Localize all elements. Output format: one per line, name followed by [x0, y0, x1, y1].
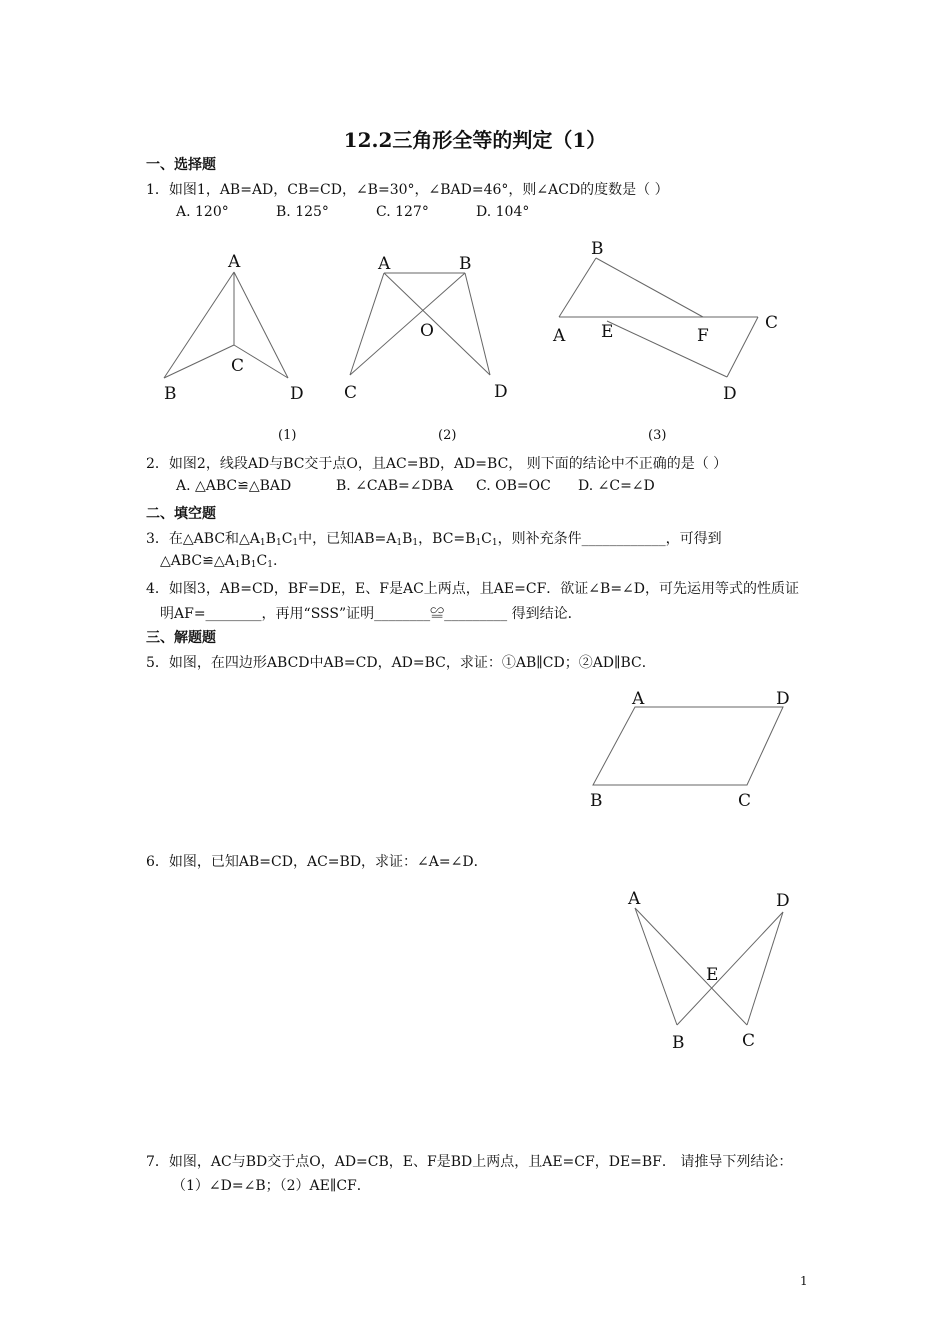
question-4-line-2: 明AF=________，再用“SSS”证明________≌_________ 得到结论． [160, 606, 582, 622]
q2-option-b: B. ∠CAB=∠DBA [336, 478, 454, 494]
q3-subscript: 1 [396, 538, 403, 548]
q3-text-part: C [281, 531, 293, 547]
question-2-options [176, 478, 655, 494]
q3-subscript: 1 [259, 538, 266, 548]
q6-label-c: C [742, 1031, 756, 1051]
question-5-parallelogram [580, 680, 800, 815]
section-solve-heading: 三、解题题 [146, 630, 216, 646]
figure-2-caption: (2) [438, 428, 457, 443]
fig3-label-c: C [765, 313, 779, 333]
fig3-label-f: F [697, 326, 709, 346]
fig3-label-e: E [601, 322, 614, 342]
fig2-label-o: O [420, 321, 434, 341]
q3-text-part: C [256, 553, 268, 569]
fig2-label-c: C [344, 383, 358, 403]
q5-label-b: B [590, 791, 603, 811]
q1-option-d: D. 104° [476, 204, 530, 220]
question-6-text: 6．如图，已知AB=CD，AC=BD，求证：∠A=∠D． [146, 854, 488, 870]
q5-label-c: C [738, 791, 752, 811]
q5-label-a: A [632, 689, 645, 709]
question-2-text: 2．如图2，线段AD与BC交于点O，且AC=BD，AD=BC， 则下面的结论中不正确的是（ ） [146, 456, 728, 472]
figure-2-diagram [340, 245, 520, 415]
fig2-label-d: D [494, 382, 508, 402]
q1-option-c: C. 127° [376, 204, 429, 220]
figure-1-caption: (1) [278, 428, 297, 443]
q6-label-b: B [672, 1033, 685, 1053]
q6-label-d: D [776, 891, 790, 911]
q3-text-part: C [481, 531, 492, 547]
page-title: 12.2三角形全等的判定（1） [343, 128, 607, 152]
q3-subscript: 1 [250, 560, 257, 570]
question-1-text: 1．如图1，AB=AD，CB=CD，∠B=30°，∠BAD=46°，则∠ACD的度数是（ ） [146, 182, 669, 198]
figure-1-diagram [150, 245, 320, 415]
fig1-label-b: B [164, 384, 177, 404]
fig3-label-b: B [591, 239, 604, 259]
figure-3-diagram [545, 235, 795, 410]
q2-option-a: A. △ABC≌△BAD [176, 478, 292, 494]
q3-text-part: ，则补充条件____________，可得到 [497, 531, 722, 547]
question-4-line-1: 4．如图3，AB=CD，BF=DE，E、F是AC上两点，且AE=CF．欲证∠B=∠D，可先运用等式的性质证 [146, 581, 800, 597]
q5-label-d: D [776, 689, 790, 709]
page-number: 1 [800, 1274, 808, 1288]
q3-text-part: ，BC=B [418, 531, 476, 547]
fig1-label-c: C [231, 356, 245, 376]
fig1-label-a: A [228, 252, 241, 272]
q3-subscript: 1 [491, 538, 498, 548]
q6-label-a: A [628, 889, 641, 909]
question-3-line-1 [146, 528, 722, 548]
q6-label-e: E [706, 965, 719, 985]
q2-option-d: D. ∠C=∠D [578, 478, 655, 494]
q1-option-a: A. 120° [176, 204, 229, 220]
q3-subscript: 1 [475, 538, 482, 548]
figure-3-caption: (3) [648, 428, 667, 443]
q3-text-part: 3．在△ABC和△A [146, 531, 260, 547]
q3-text-part: B [265, 531, 276, 547]
fig2-label-b: B [459, 254, 472, 274]
q3-subscript: 1 [412, 538, 419, 548]
q3-text-part: B [402, 531, 413, 547]
fig3-label-a: A [553, 326, 566, 346]
fig1-label-d: D [290, 384, 304, 404]
question-6-diagram [620, 882, 800, 1057]
q3-text-part: . [272, 553, 278, 569]
section-choice-heading: 一、选择题 [146, 157, 216, 173]
question-7-line-1: 7．如图，AC与BD交于点O，AD=CB，E、F是BD上两点，且AE=CF，DE=BF． 请推导下列结论： [146, 1154, 793, 1170]
question-7-line-2: （1）∠D=∠B；（2）AE∥CF． [172, 1178, 371, 1194]
q3-subscript: 1 [267, 560, 273, 570]
question-1-options [176, 204, 529, 220]
fig2-label-a: A [378, 254, 391, 274]
q2-option-c: C. OB=OC [476, 478, 551, 494]
q3-text-part: B [240, 553, 251, 569]
section-fill-heading: 二、填空题 [146, 506, 216, 522]
q3-text-part: 中，已知AB=A [298, 531, 397, 547]
fig3-label-d: D [723, 384, 737, 404]
q3-text-part: △ABC≌△A [160, 553, 235, 569]
question-3-line-2 [160, 553, 277, 570]
question-5-text: 5．如图，在四边形ABCD中AB=CD，AD=BC，求证：①AB∥CD；②AD∥BC． [146, 655, 656, 671]
q1-option-b: B. 125° [276, 204, 329, 220]
q3-subscript: 1 [275, 538, 282, 548]
q3-subscript: 1 [234, 560, 241, 570]
q3-subscript: 1 [292, 538, 299, 548]
